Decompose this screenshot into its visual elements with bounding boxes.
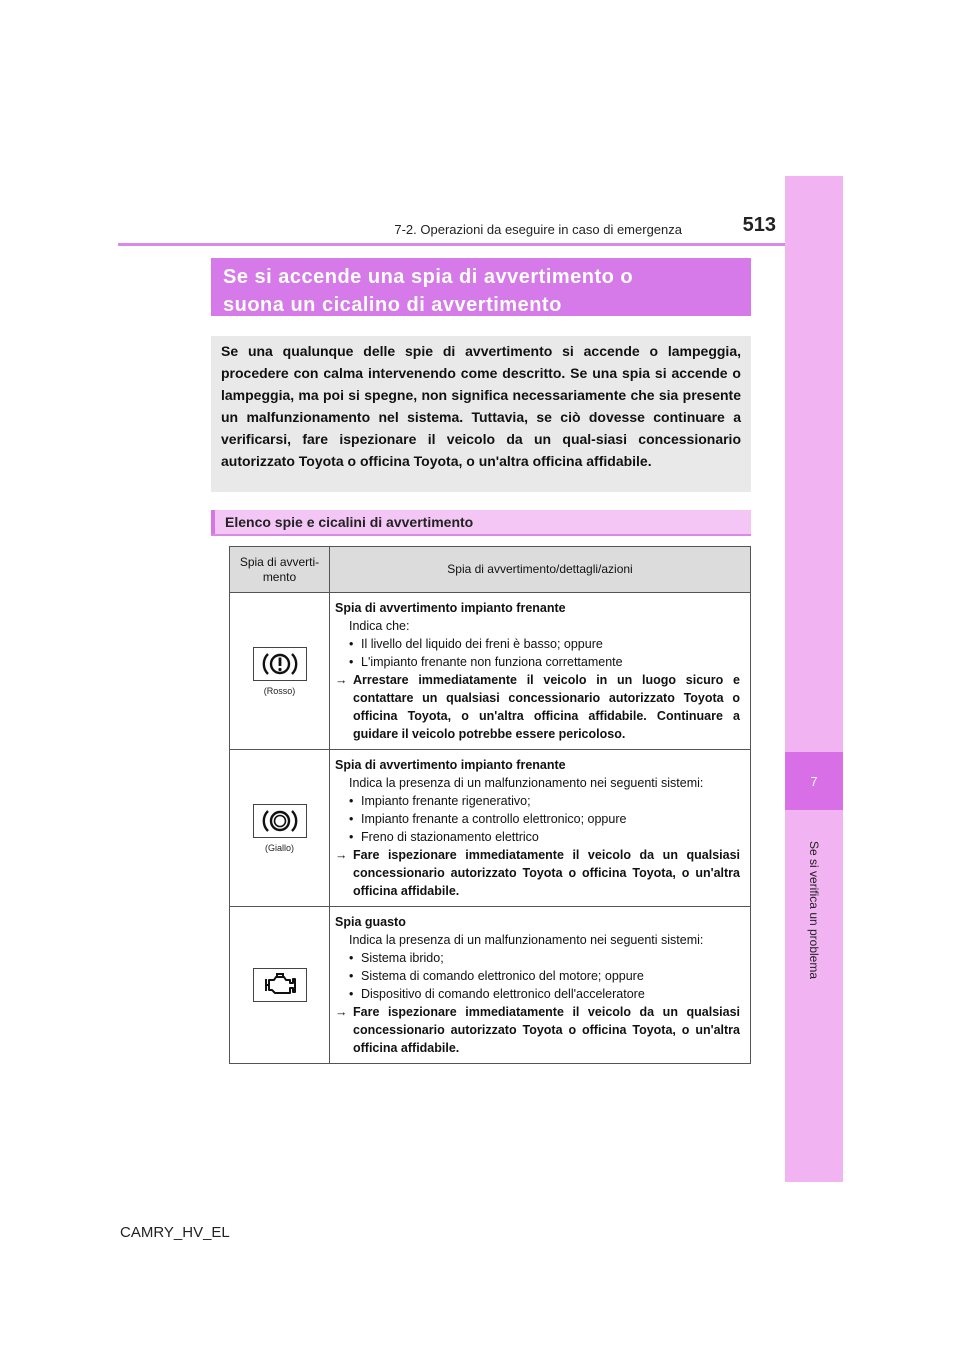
chapter-number: 7 (785, 752, 843, 810)
warning-title: Spia di avvertimento impianto frenante (335, 758, 566, 772)
bullet-item: • Dispositivo di comando elettronico dell'acceleratore (349, 987, 645, 1001)
arrow-icon: → (335, 1005, 348, 1019)
engine-malfunction-icon (253, 968, 307, 1002)
page-title-line-2: suona un cicalino di avvertimento (223, 294, 562, 316)
table-header-row (230, 547, 751, 593)
action-body: Arrestare immediatamente il veicolo in un luogo sicuro e contattare un qualsiasi concessionario autorizzato Toyota o officina Toyota, o un'altra officina affidabile. Continuare a guidare il veicolo potrebbe essere pericoloso. (353, 673, 740, 741)
action-text (335, 671, 740, 743)
action-body: Fare ispezionare immediatamente il veicolo da un qualsiasi concessionario autorizzato Toyota o officina Toyota, o un'altra officina affidabile. (353, 848, 740, 898)
page-title-line-1: Se si accende una spia di avvertimento o (223, 266, 634, 288)
icon-cell (230, 907, 330, 1064)
details-cell (330, 593, 751, 750)
arrow-icon: → (335, 848, 348, 862)
intro-paragraph: Se una qualunque delle spie di avvertimento si accende o lampeggia, procedere con calma intervenendo come descritto. Se una spia si accende o lampeggia, ma poi si spegne, non significa necessariamente che sia presente un malfunzionamento nel sistema. Tuttavia, se ciò dovesse continuare a verificarsi, fare ispezionare il veicolo da un qual-siasi concessionario autorizzato Toyota o officina Toyota, o un'altra officina affidabile. (211, 336, 751, 492)
subheading-bar (211, 510, 215, 534)
action-text (335, 846, 740, 900)
warning-intro: Indica che: (349, 619, 410, 633)
bullet-text: Sistema di comando elettronico del motore; oppure (361, 969, 644, 983)
warning-table (229, 546, 751, 1064)
bullet-item: • Il livello del liquido dei freni è basso; oppure (349, 637, 603, 651)
table-row (230, 750, 751, 907)
brake-warning-icon (253, 647, 307, 681)
brake-system-warning-icon (253, 804, 307, 838)
warning-intro: Indica la presenza di un malfunzionamento nei seguenti sistemi: (349, 933, 704, 947)
bullet-text: L'impianto frenante non funziona correttamente (361, 655, 623, 669)
icon-cell (230, 750, 330, 907)
bullet-item: • Impianto frenante rigenerativo; (349, 794, 531, 808)
warning-intro: Indica la presenza di un malfunzionamento nei seguenti sistemi: (349, 776, 704, 790)
page-number: 513 (742, 214, 776, 236)
action-text (335, 1003, 740, 1057)
page-title (211, 258, 751, 316)
table-header-icon-col: Spia di avverti-mento (230, 547, 330, 593)
bullet-item: • Sistema di comando elettronico del motore; oppure (349, 969, 644, 983)
bullet-item: • Impianto frenante a controllo elettronico; oppure (349, 812, 627, 826)
chapter-title (786, 800, 842, 1020)
table-row (230, 593, 751, 750)
subheading-text: Elenco spie e cicalini di avvertimento (225, 514, 474, 530)
warning-title: Spia guasto (335, 915, 406, 929)
action-body: Fare ispezionare immediatamente il veicolo da un qualsiasi concessionario autorizzato Toyota o officina Toyota, o un'altra officina affidabile. (353, 1005, 740, 1055)
bullet-text: Il livello del liquido dei freni è basso; oppure (361, 637, 603, 651)
bullet-text: Sistema ibrido; (361, 951, 444, 965)
bullet-item: • L'impianto frenante non funziona correttamente (349, 655, 623, 669)
section-header: 7-2. Operazioni da eseguire in caso di emergenza (394, 222, 682, 237)
bullet-item: • Sistema ibrido; (349, 951, 444, 965)
icon-cell (230, 593, 330, 750)
header-rule (118, 243, 785, 246)
icon-caption: (Rosso) (263, 685, 296, 696)
details-cell (330, 907, 751, 1064)
side-chapter-tab (785, 176, 843, 1182)
arrow-icon: → (335, 673, 348, 687)
icon-caption: (Giallo) (264, 842, 294, 853)
subheading (211, 510, 751, 536)
bullet-text: Impianto frenante rigenerativo; (361, 794, 531, 808)
bullet-text: Dispositivo di comando elettronico dell'acceleratore (361, 987, 645, 1001)
details-cell (330, 750, 751, 907)
table-row (230, 907, 751, 1064)
bullet-text: Freno di stazionamento elettrico (361, 830, 539, 844)
table-header-details-col: Spia di avvertimento/dettagli/azioni (330, 547, 751, 593)
chapter-title-text: Se si verifica un problema (807, 840, 822, 980)
warning-title: Spia di avvertimento impianto frenante (335, 601, 566, 615)
bullet-text: Impianto frenante a controllo elettronico; oppure (361, 812, 627, 826)
footer-code: CAMRY_HV_EL (120, 1224, 230, 1241)
bullet-item: • Freno di stazionamento elettrico (349, 830, 539, 844)
